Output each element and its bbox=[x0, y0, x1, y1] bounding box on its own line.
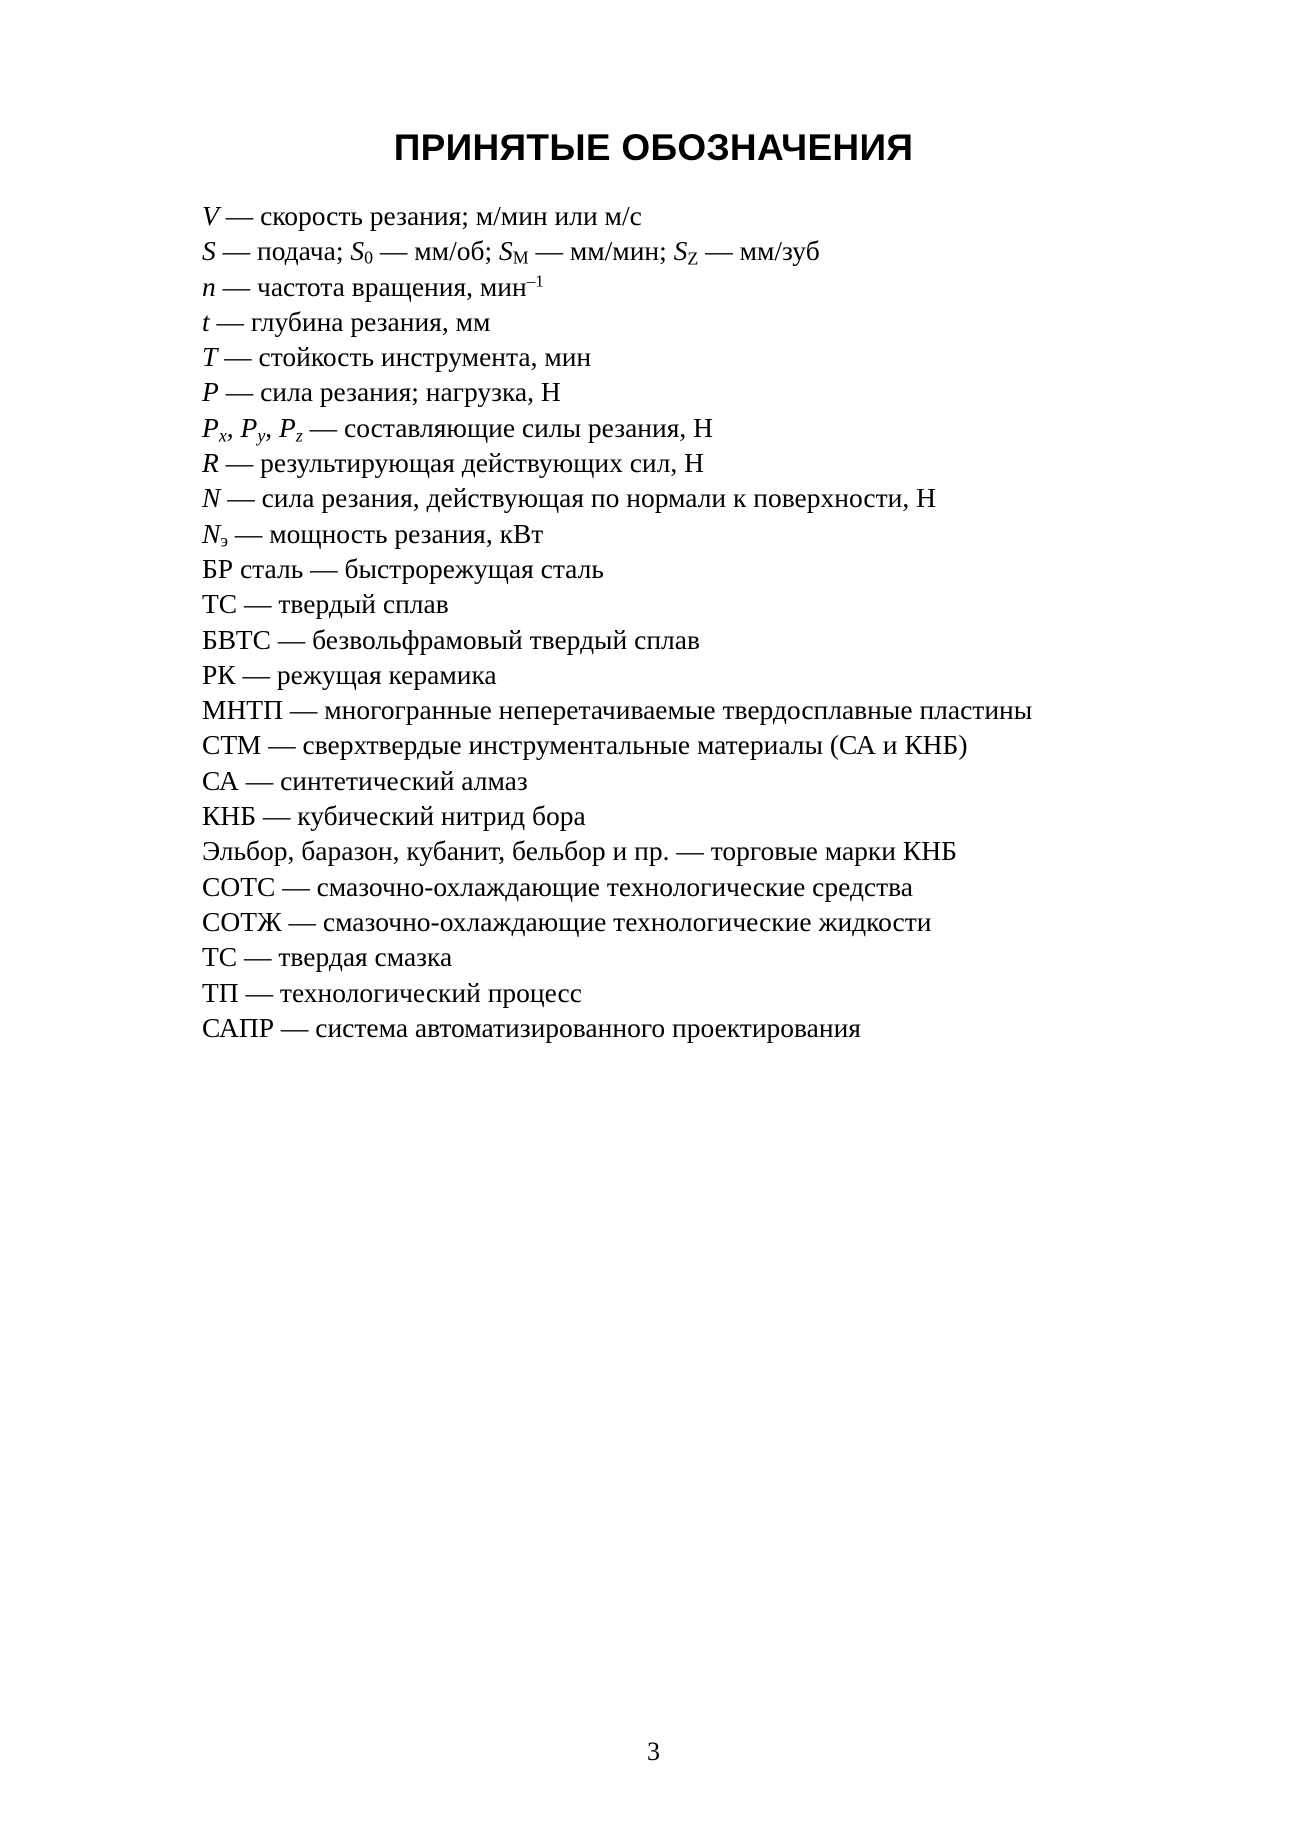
definition: торговые марки КНБ bbox=[710, 835, 957, 867]
separator: ; bbox=[335, 235, 351, 267]
definition: мм/мин bbox=[569, 235, 660, 267]
definition: мощность резания, кВт bbox=[269, 517, 544, 549]
separator: — bbox=[209, 305, 251, 337]
symbol: N bbox=[202, 482, 221, 514]
separator: , bbox=[226, 411, 241, 443]
definition: сверхтвердые инструментальные материалы (СА и КНБ) bbox=[302, 729, 968, 761]
definition: синтетический алмаз bbox=[280, 764, 528, 796]
symbol: R bbox=[202, 447, 219, 479]
list-item-abbreviation bbox=[202, 692, 1032, 727]
list-item-feed bbox=[202, 233, 1032, 268]
subscript: x bbox=[218, 425, 227, 446]
list-item-cut-depth bbox=[202, 304, 1032, 339]
subscript: 0 bbox=[364, 247, 374, 268]
definition: безвольфрамовый твердый сплав bbox=[312, 623, 700, 655]
separator: — bbox=[237, 588, 279, 620]
page-number: 3 bbox=[647, 1737, 660, 1766]
separator: — bbox=[215, 270, 257, 302]
subscript: M bbox=[512, 247, 529, 268]
list-item-abbreviation bbox=[202, 939, 1032, 974]
symbol: P bbox=[240, 411, 258, 443]
separator: — bbox=[373, 235, 415, 267]
separator: — bbox=[218, 376, 261, 408]
list-item-normal-force bbox=[202, 480, 1032, 515]
definition: мм/зуб bbox=[739, 235, 820, 267]
definition: многогранные неперетачиваемые твердосплавные пластины bbox=[324, 694, 1033, 726]
definition: быстрорежущая сталь bbox=[344, 552, 604, 584]
abbreviation: РК bbox=[202, 658, 236, 690]
abbreviation: СТМ bbox=[202, 729, 262, 761]
separator: — bbox=[282, 694, 325, 726]
separator: — bbox=[270, 623, 313, 655]
definition: система автоматизированного проектирования bbox=[315, 1011, 861, 1043]
list-item-abbreviation bbox=[202, 586, 1032, 621]
separator: — bbox=[238, 976, 280, 1008]
list-item-abbreviation bbox=[202, 975, 1032, 1010]
separator: — bbox=[275, 870, 317, 902]
separator: — bbox=[261, 729, 303, 761]
abbreviation: СОТЖ bbox=[202, 905, 282, 937]
definition: твердый сплав bbox=[278, 588, 449, 620]
abbreviation: КНБ bbox=[202, 800, 256, 832]
subscript: Z bbox=[687, 248, 699, 269]
definition: сила резания, действующая по нормали к поверхности, Н bbox=[261, 482, 936, 514]
definition: результирующая действующих сил, Н bbox=[260, 447, 704, 479]
abbreviation: МНТП bbox=[202, 694, 283, 726]
separator: — bbox=[218, 200, 261, 231]
separator: — bbox=[238, 764, 281, 796]
definition: кубический нитрид бора bbox=[297, 800, 586, 832]
separator: ; bbox=[484, 235, 499, 267]
abbreviation: Эльбор, баразон, кубанит, бельбор и пр. bbox=[202, 835, 670, 867]
abbreviation: САПР bbox=[202, 1011, 274, 1043]
definition: смазочно-охлаждающие технологические средства bbox=[316, 870, 913, 902]
definition: составляющие силы резания, Н bbox=[344, 411, 713, 443]
symbol: S bbox=[202, 235, 216, 267]
separator: — bbox=[281, 905, 323, 937]
symbol: P bbox=[202, 376, 219, 408]
list-item-abbreviation bbox=[202, 727, 1032, 762]
symbol: P bbox=[279, 411, 296, 443]
list-item-force-components bbox=[202, 410, 1032, 445]
abbreviation: ТС bbox=[202, 941, 238, 973]
list-item-abbreviation bbox=[202, 763, 1032, 798]
symbol: P bbox=[202, 411, 219, 443]
separator: — bbox=[528, 235, 570, 267]
separator: — bbox=[217, 341, 259, 373]
separator: , bbox=[265, 411, 279, 443]
abbreviation: БВТС bbox=[202, 623, 271, 655]
subscript: y bbox=[257, 425, 266, 446]
symbol: V bbox=[202, 200, 219, 231]
list-item-abbreviation bbox=[202, 833, 1032, 868]
separator: — bbox=[237, 941, 279, 973]
list-item-abbreviation bbox=[202, 551, 1032, 586]
definition: частота вращения, мин bbox=[257, 270, 527, 302]
list-item-resultant-force bbox=[202, 445, 1032, 480]
separator: — bbox=[228, 517, 270, 549]
separator: — bbox=[302, 411, 345, 443]
abbreviation: ТП bbox=[202, 976, 239, 1008]
subscript: z bbox=[295, 425, 303, 446]
separator: — bbox=[698, 235, 740, 267]
abbreviation: СА bbox=[202, 764, 239, 796]
abbreviation: СОТС bbox=[202, 870, 276, 902]
list-item-cutting-power bbox=[202, 516, 1032, 551]
list-item-abbreviation bbox=[202, 657, 1032, 692]
definition: стойкость инструмента, мин bbox=[258, 341, 592, 373]
definition: смазочно-охлаждающие технологические жидкости bbox=[322, 905, 932, 937]
separator: — bbox=[274, 1011, 316, 1043]
list-item-rotation-frequency bbox=[202, 269, 1032, 304]
notation-list bbox=[202, 198, 1032, 1045]
list-item-velocity bbox=[202, 198, 1032, 233]
definition: твердая смазка bbox=[278, 941, 453, 973]
separator: — bbox=[220, 482, 262, 514]
separator: — bbox=[218, 447, 261, 479]
separator: — bbox=[303, 552, 345, 584]
symbol: t bbox=[202, 305, 210, 337]
symbol: N bbox=[202, 517, 221, 549]
definition: технологический процесс bbox=[279, 976, 582, 1008]
page-title: ПРИНЯТЫЕ ОБОЗНАЧЕНИЯ bbox=[393, 127, 914, 168]
list-item-abbreviation bbox=[202, 904, 1032, 939]
abbreviation: БР сталь bbox=[202, 552, 304, 584]
list-item-abbreviation bbox=[202, 869, 1032, 904]
symbol: S bbox=[673, 235, 688, 267]
separator: ; bbox=[659, 235, 674, 267]
list-item-abbreviation bbox=[202, 1010, 1032, 1045]
separator: — bbox=[256, 800, 298, 832]
separator: — bbox=[669, 835, 711, 867]
symbol: T bbox=[202, 341, 218, 373]
list-item-tool-life bbox=[202, 339, 1032, 374]
subscript: э bbox=[220, 530, 229, 551]
definition: скорость резания; м/мин или м/с bbox=[260, 200, 642, 231]
list-item-abbreviation bbox=[202, 798, 1032, 833]
list-item-abbreviation bbox=[202, 622, 1032, 657]
definition: мм/об bbox=[414, 235, 485, 267]
definition: режущая керамика bbox=[276, 658, 497, 690]
symbol: S bbox=[498, 235, 513, 267]
symbol: n bbox=[202, 270, 216, 302]
abbreviation: ТС bbox=[202, 588, 238, 620]
separator: — bbox=[215, 235, 257, 267]
definition: сила резания; нагрузка, Н bbox=[260, 376, 561, 408]
list-item-cutting-force bbox=[202, 374, 1032, 409]
superscript: –1 bbox=[526, 271, 544, 291]
definition: подача bbox=[257, 235, 336, 267]
separator: — bbox=[235, 658, 277, 690]
symbol: S bbox=[350, 235, 365, 267]
definition: глубина резания, мм bbox=[250, 305, 491, 337]
